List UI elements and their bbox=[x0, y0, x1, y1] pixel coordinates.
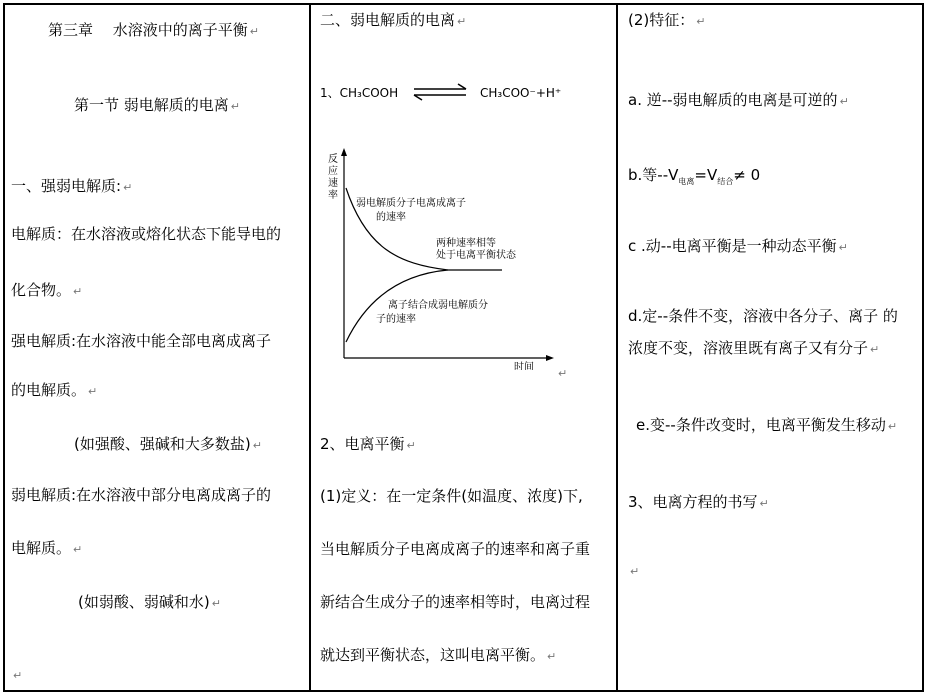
ionization-heading: 二、弱电解质的电离 ↵ bbox=[320, 11, 467, 29]
column-divider bbox=[309, 3, 311, 692]
ionization-rate-chart bbox=[318, 146, 558, 370]
x-axis-arrow-icon bbox=[546, 355, 554, 361]
weak-electrolyte-line1: 弱电解质:在水溶液中部分电离成离子的 bbox=[11, 486, 272, 504]
feature-reversible: a. 逆--弱电解质的电离是可逆的 ↵ bbox=[628, 91, 849, 109]
reversible-arrow-icon bbox=[410, 82, 470, 102]
feature-fixed-line1: d.定--条件不变，溶液中各分子、离子 的 bbox=[628, 307, 898, 325]
series-label-recombination-2: 子的速率 bbox=[376, 314, 416, 325]
feature-change: e.变--条件改变时，电离平衡发生移动 ↵ bbox=[636, 416, 898, 434]
electrolyte-definition-line1: 电解质：在水溶液或熔化状态下能导电的 bbox=[11, 225, 282, 243]
equation-right: CH₃COO⁻+H⁺ bbox=[480, 86, 562, 100]
equilibrium-heading: 2、电离平衡 ↵ bbox=[320, 435, 416, 453]
chapter-title: 第三章 水溶液中的离子平衡 ↵ bbox=[48, 21, 259, 39]
equation-left: 1、CH₃COOH bbox=[320, 86, 399, 100]
definition-line3: 新结合生成分子的速率相等时，电离过程 bbox=[320, 593, 591, 611]
strong-electrolyte-line1: 强电解质:在水溶液中能全部电离成离子 bbox=[11, 332, 272, 350]
feature-dynamic: c .动--电离平衡是一种动态平衡 ↵ bbox=[628, 237, 848, 255]
feature-fixed-line2: 浓度不变，溶液里既有离子又有分子 ↵ bbox=[628, 339, 880, 357]
y-axis-label-1: 反 bbox=[328, 154, 338, 165]
definition-line1: (1)定义：在一定条件(如温度、浓度)下, bbox=[320, 487, 583, 505]
y-axis-arrow-icon bbox=[341, 148, 347, 156]
weak-electrolyte-examples: (如弱酸、弱碱和水) ↵ bbox=[78, 593, 221, 611]
x-axis-label: 时间 bbox=[514, 362, 534, 370]
section-title: 第一节 弱电解质的电离 ↵ bbox=[74, 96, 240, 114]
paragraph-mark: ↵ bbox=[13, 669, 23, 682]
series-label-recombination-1: 离子结合成弱电解质分 bbox=[388, 300, 488, 311]
definition-line2: 当电解质分子电离成离子的速率和离子重 bbox=[320, 540, 591, 558]
weak-electrolyte-line2: 电解质。 ↵ bbox=[11, 539, 83, 557]
annotation-line2: 处于电离平衡状态 bbox=[436, 250, 516, 261]
definition-line4: 就达到平衡状态，这叫电离平衡。 ↵ bbox=[320, 646, 557, 664]
series-label-ionization-1: 弱电解质分子电离成离子 bbox=[356, 198, 466, 209]
y-axis-label-2: 应 bbox=[328, 166, 338, 177]
electrolyte-definition-line2: 化合物。 ↵ bbox=[11, 281, 83, 299]
paragraph-mark: ↵ bbox=[558, 367, 568, 380]
y-axis-label-4: 率 bbox=[328, 190, 338, 201]
ionization-equation-heading: 3、电离方程的书写 ↵ bbox=[628, 493, 769, 511]
strong-weak-heading: 一、强弱电解质: ↵ bbox=[11, 177, 133, 195]
features-heading: (2)特征： ↵ bbox=[628, 11, 706, 29]
annotation-line1: 两种速率相等 bbox=[436, 238, 496, 249]
column-divider bbox=[616, 3, 618, 692]
y-axis-label-3: 速 bbox=[328, 178, 338, 189]
paragraph-mark: ↵ bbox=[630, 565, 640, 578]
strong-electrolyte-line2: 的电解质。 ↵ bbox=[11, 381, 98, 399]
feature-equal: b.等$--V_{电离}=V_{结合}\ne 0$ bbox=[628, 166, 761, 186]
strong-electrolyte-examples: (如强酸、强碱和大多数盐) ↵ bbox=[74, 435, 262, 453]
series-label-ionization-2: 的速率 bbox=[376, 212, 406, 223]
